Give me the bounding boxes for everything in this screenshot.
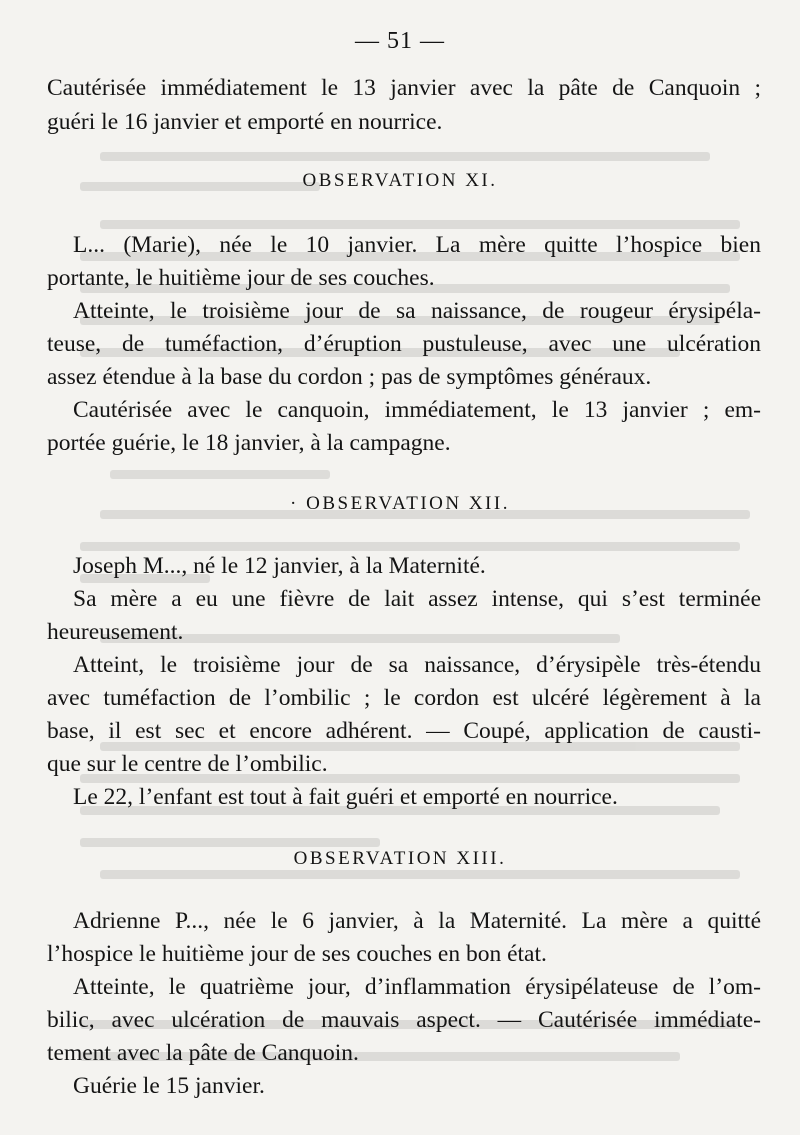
section-heading-observation-xii: · OBSERVATION XII. xyxy=(290,493,510,514)
text-line: Joseph M..., né le 12 janvier, à la Maternité. xyxy=(73,553,486,579)
text-line: Cautérisée avec le canquoin, immédiatement, le 13 janvier ; em- xyxy=(73,397,761,423)
section-heading-observation-xiii: OBSERVATION XIII. xyxy=(293,848,507,869)
text-line: portante, le huitième jour de ses couches. xyxy=(47,265,435,291)
page-number: — 51 — xyxy=(355,28,445,54)
text-line: Sa mère a eu une fièvre de lait assez intense, qui s’est terminée xyxy=(73,586,761,612)
text-line: bilic, avec ulcération de mauvais aspect. — Cautérisée immédiate- xyxy=(47,1007,761,1033)
text-line: Atteinte, le quatrième jour, d’inflammation érysipélateuse de l’om- xyxy=(73,974,761,1000)
text-line: base, il est sec et encore adhérent. — Coupé, application de causti- xyxy=(47,718,761,744)
text-line: Cautérisée immédiatement le 13 janvier avec la pâte de Canquoin ; xyxy=(47,75,761,101)
text-line: guéri le 16 janvier et emporté en nourrice. xyxy=(47,109,443,135)
text-line: teuse, de tuméfaction, d’éruption pustuleuse, avec une ulcération xyxy=(47,331,761,357)
text-line: heureusement. xyxy=(47,619,184,645)
text-line: Atteint, le troisième jour de sa naissance, d’érysipèle très-étendu xyxy=(73,652,761,678)
text-line: Adrienne P..., née le 6 janvier, à la Maternité. La mère a quitté xyxy=(73,908,761,934)
text-line: tement avec la pâte de Canquoin. xyxy=(47,1040,359,1066)
text-line: avec tuméfaction de l’ombilic ; le cordon est ulcéré légèrement à la xyxy=(47,685,761,711)
text-line: que sur le centre de l’ombilic. xyxy=(47,751,328,777)
section-heading-observation-xi: OBSERVATION XI. xyxy=(302,170,498,191)
text-line: L... (Marie), née le 10 janvier. La mère quitte l’hospice bien xyxy=(73,232,761,258)
text-line: l’hospice le huitième jour de ses couches en bon état. xyxy=(47,941,547,967)
text-line: Atteinte, le troisième jour de sa naissance, de rougeur érysipéla- xyxy=(73,298,761,324)
text-line: assez étendue à la base du cordon ; pas de symptômes généraux. xyxy=(47,364,652,390)
text-line: Guérie le 15 janvier. xyxy=(73,1073,265,1099)
text-line: portée guérie, le 18 janvier, à la campagne. xyxy=(47,430,451,456)
text-line: Le 22, l’enfant est tout à fait guéri et emporté en nourrice. xyxy=(73,784,618,810)
